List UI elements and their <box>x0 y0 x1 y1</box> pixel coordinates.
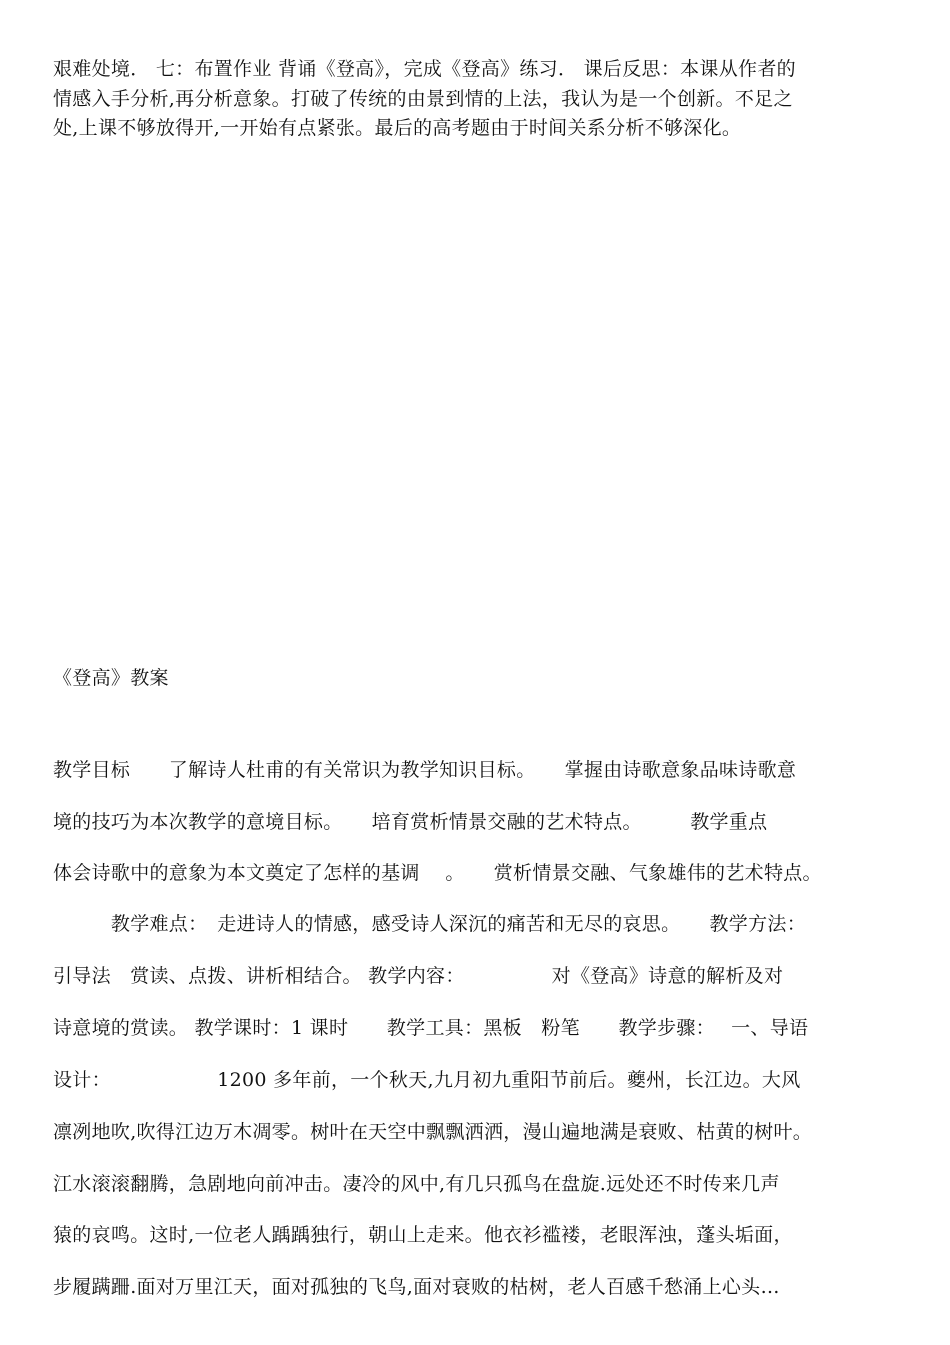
body-line-9: 江水滚滚翻腾，急剧地向前冲击。凄冷的风中,有几只孤鸟在盘旋.远处还不时传来几声 <box>53 1173 780 1195</box>
body-line-3: 体会诗歌中的意象为本文奠定了怎样的基调 。 赏析情景交融、气象雄伟的艺术特点。 <box>53 862 822 884</box>
body-line-7: 设计： 1200 多年前，一个秋天,九月初九重阳节前后。夔州，长江边。大风 <box>53 1069 801 1091</box>
reflection-line-2: 情感入手分析,再分析意象。打破了传统的由景到情的上法，我认为是一个创新。不足之 <box>53 88 793 110</box>
body-line-4: 教学难点： 走进诗人的情感，感受诗人深沉的痛苦和无尽的哀思。 教学方法： <box>53 913 807 935</box>
body-line-11: 步履蹒跚.面对万里江天，面对孤独的飞鸟,面对衰败的枯树，老人百感千愁涌上心头… <box>53 1276 780 1298</box>
reflection-line-1: 艰难处境． 七：布置作业 背诵《登高》，完成《登高》练习． 课后反思：本课从作者的 <box>53 58 796 80</box>
reflection-line-3: 处,上课不够放得开,一开始有点紧张。最后的高考题由于时间关系分析不够深化。 <box>53 117 742 139</box>
body-line-5: 引导法 赏读、点拨、讲析相结合。 教学内容： 对《登高》诗意的解析及对 <box>53 965 784 987</box>
body-line-8: 凛冽地吹,吹得江边万木凋零。树叶在天空中飘飘洒洒，漫山遍地满是衰败、枯黄的树叶。 <box>53 1121 813 1143</box>
body-line-1: 教学目标 了解诗人杜甫的有关常识为教学知识目标。 掌握由诗歌意象品味诗歌意 <box>53 759 797 781</box>
lesson-plan-title: 《登高》教案 <box>53 667 169 689</box>
body-line-2: 境的技巧为本次教学的意境目标。 培育赏析情景交融的艺术特点。 教学重点 <box>53 811 768 833</box>
body-line-10: 猿的哀鸣。这时,一位老人踽踽独行，朝山上走来。他衣衫褴褛，老眼浑浊，蓬头垢面， <box>53 1224 793 1246</box>
body-line-6: 诗意境的赏读。 教学课时：1 课时 教学工具：黑板 粉笔 教学步骤： 一、导语 <box>53 1017 809 1039</box>
